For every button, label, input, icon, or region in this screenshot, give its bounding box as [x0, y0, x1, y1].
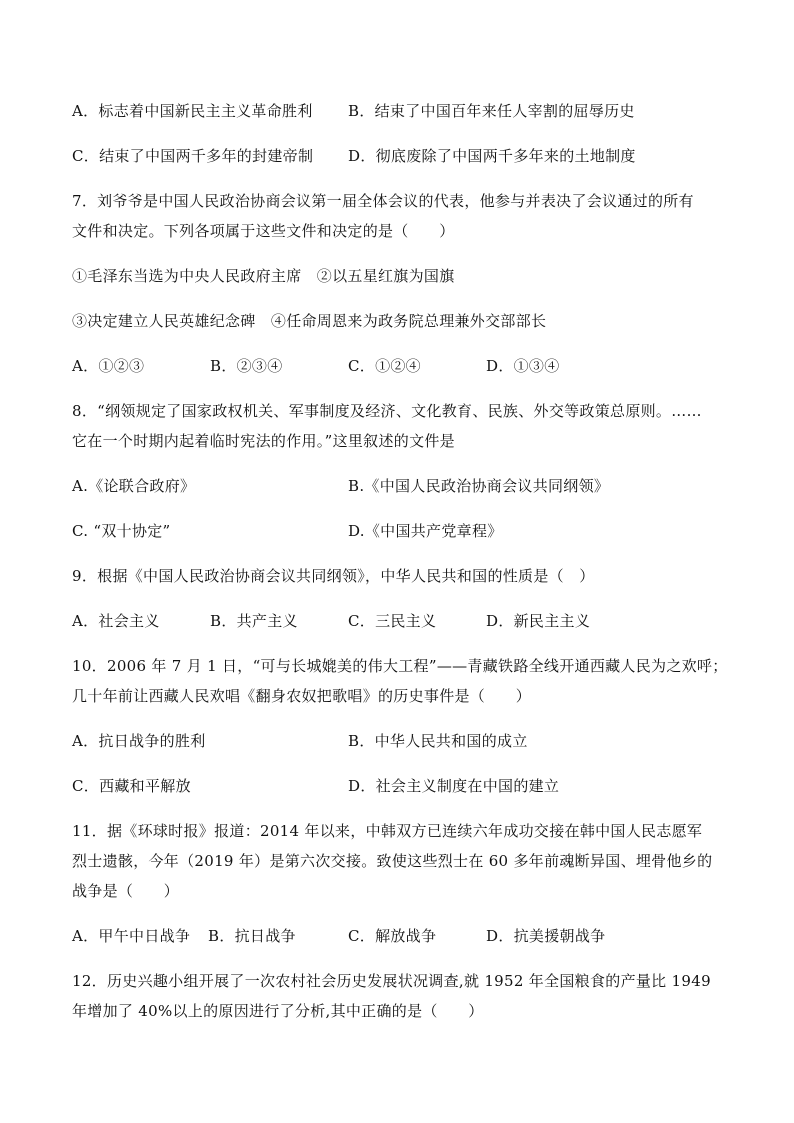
q9-option-b: B．共产主义	[210, 612, 298, 630]
q7-stem-line-1: 7．刘爷爷是中国人民政治协商会议第一届全体会议的代表，他参与并表决了会议通过的所有	[72, 192, 694, 210]
q7-option-b: B．②③④	[210, 357, 283, 375]
q11-stem-line-1: 11．据《环球时报》报道：2014 年以来，中韩双方已连续六年成功交接在韩中国人民志愿军	[72, 822, 703, 840]
q8-stem-line-2: 它在一个时期内起着临时宪法的作用。”这里叙述的文件是	[72, 432, 455, 450]
q8-stem-line-1: 8．“纲领规定了国家政权机关、军事制度及经济、文化教育、民族、外交等政策总原则。……	[72, 402, 702, 420]
q6-option-c: C．结束了中国两千多年的封建帝制	[72, 147, 314, 165]
q11-stem-line-3: 战争是（ ）	[72, 882, 180, 900]
q12-stem-line-1: 12．历史兴趣小组开展了一次农村社会历史发展状况调查,就 1952 年全国粮食的产量比 1949	[72, 972, 711, 990]
q11-option-c: C．解放战争	[348, 927, 437, 945]
q10-option-d: D．社会主义制度在中国的建立	[348, 777, 560, 795]
q8-option-d: D.《中国共产党章程》	[348, 522, 503, 540]
q11-option-b: B．抗日战争	[208, 927, 296, 945]
q10-option-c: C．西藏和平解放	[72, 777, 191, 795]
q8-option-b: B.《中国人民政治协商会议共同纲领》	[348, 477, 610, 495]
q7-item-line-2: ③决定建立人民英雄纪念碑 ④任命周恩来为政务院总理兼外交部部长	[72, 312, 547, 330]
q7-option-d: D．①③④	[486, 357, 560, 375]
q6-option-a: A．标志着中国新民主主义革命胜利	[72, 102, 313, 120]
q7-stem-line-2: 文件和决定。下列各项属于这些文件和决定的是（ ）	[72, 222, 455, 240]
q9-option-d: D．新民主主义	[486, 612, 591, 630]
q7-option-a: A．①②③	[72, 357, 145, 375]
q11-option-a: A．甲午中日战争	[72, 927, 191, 945]
q8-option-c: C. “双十协定”	[72, 522, 171, 540]
q11-option-d: D．抗美援朝战争	[486, 927, 606, 945]
q10-stem-line-1: 10．2006 年 7 月 1 日，“可与长城媲美的伟大工程”——青藏铁路全线开通西藏人民为之欢呼；	[72, 657, 728, 675]
q9-stem: 9．根据《中国人民政治协商会议共同纲领》，中华人民共和国的性质是（ ）	[72, 567, 595, 585]
q12-stem-line-2: 年增加了 40%以上的原因进行了分析,其中正确的是（ ）	[72, 1002, 484, 1020]
q9-option-a: A．社会主义	[72, 612, 160, 630]
q7-option-c: C．①②④	[348, 357, 421, 375]
q10-option-b: B．中华人民共和国的成立	[348, 732, 528, 750]
q10-option-a: A．抗日战争的胜利	[72, 732, 206, 750]
q8-option-a: A.《论联合政府》	[72, 477, 196, 495]
q10-stem-line-2: 几十年前让西藏人民欢唱《翻身农奴把歌唱》的历史事件是（ ）	[72, 687, 532, 705]
q6-option-b: B．结束了中国百年来任人宰割的屈辱历史	[348, 102, 635, 120]
q9-option-c: C．三民主义	[348, 612, 437, 630]
q6-option-d: D．彻底废除了中国两千多年来的土地制度	[348, 147, 636, 165]
q7-item-line-1: ①毛泽东当选为中央人民政府主席 ②以五星红旗为国旗	[72, 267, 455, 285]
q11-stem-line-2: 烈士遗骸，今年（2019 年）是第六次交接。致使这些烈士在 60 多年前魂断异国、埋骨他乡的	[72, 852, 713, 870]
